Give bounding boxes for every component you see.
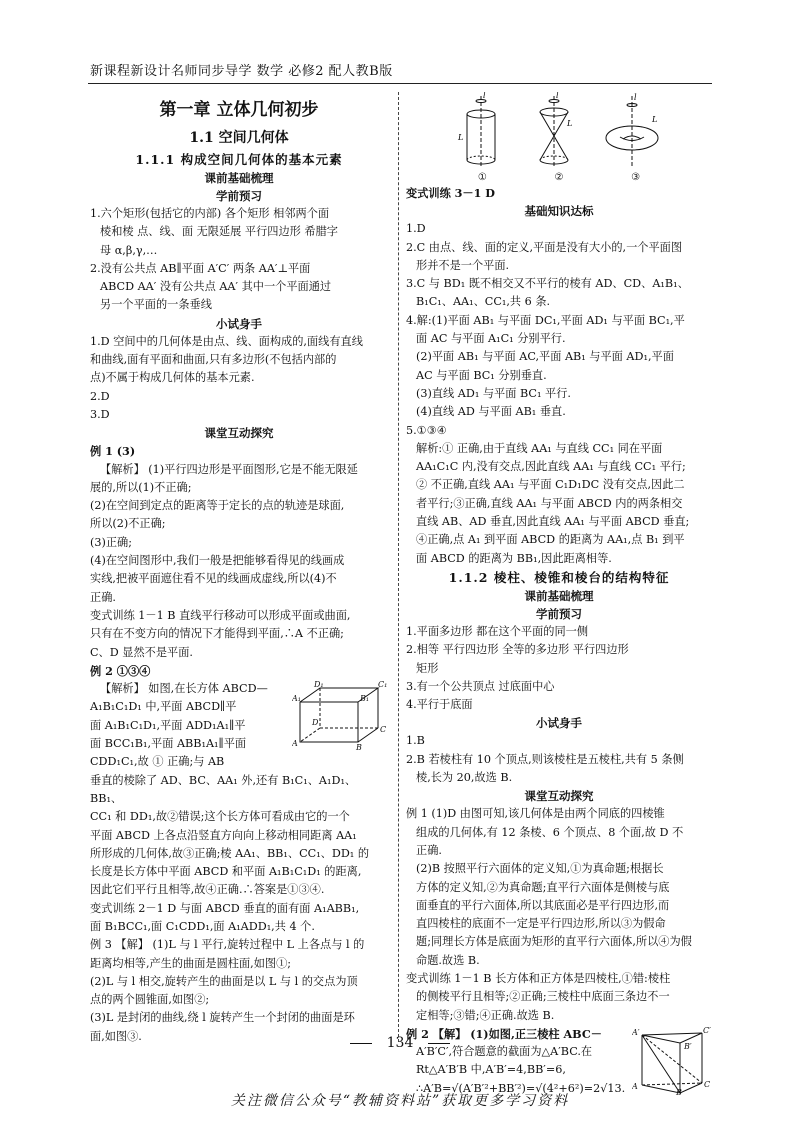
text-line: (3)L 是封闭的曲线,绕 l 旋转产生一个封闭的曲面是环: [90, 1011, 355, 1025]
text-line: 3.C 与 BD₁ 既不相交又不平行的棱有 AD、CD、A₁B₁、: [406, 277, 689, 291]
cuboid-front-face: [300, 702, 358, 742]
text-line: (4)在空间图形中,我们一般是把能够看得见的线画成: [90, 554, 345, 568]
text-line: 3.有一个公共顶点 过底面中心: [406, 679, 555, 693]
text-line: 只有在不变方向的情况下才能得到平面,∴A 不正确;: [90, 627, 344, 641]
text-line: Rt△A′B′B 中,A′B′=4,BB′=6,: [416, 1063, 566, 1077]
curve-label: L: [652, 115, 658, 124]
curve-label: L: [457, 133, 463, 142]
text-line: 正确.: [90, 590, 116, 604]
text-line: 距离均相等,产生的曲面是圆柱面,如图①;: [90, 956, 292, 970]
text-line: B₁C₁、AA₁、CC₁,共 6 条.: [416, 295, 551, 309]
text-line: CC₁ 和 DD₁,故②错误;这个长方体可看成由它的一个: [90, 810, 350, 824]
text-line: (2)平面 AB₁ 与平面 AC,平面 AB₁ 与平面 AD₁,平面: [416, 350, 674, 364]
text-line: 变式训练 2－1 D 与面 ABCD 垂直的面有面 A₁ABB₁,: [90, 901, 360, 915]
cuboid-hidden-edge: [300, 728, 320, 742]
rotation-figures: [444, 92, 674, 172]
prism-label: A′: [632, 1027, 640, 1037]
text-line: 变式训练 3－1 D: [406, 186, 495, 200]
text-line: 4.解:(1)平面 AB₁ 与平面 DC₁,平面 AD₁ 与平面 BC₁,平: [406, 313, 685, 327]
text-line: A′B′C′,符合题意的截面为△A′BC.在: [416, 1045, 593, 1059]
text-line: 1.平面多边形 都在这个平面的同一侧: [406, 624, 589, 638]
heading-quiz: 小试身手: [536, 716, 582, 731]
subsection-title-2: 1.1.2 棱柱、棱锥和棱台的结构特征: [448, 569, 670, 585]
text-line: 2.D: [90, 389, 110, 403]
text-line: 垂直的棱除了 AD、BC、AA₁ 外,还有 B₁C₁、A₁D₁、BB₁、: [90, 773, 357, 805]
column-separator: [398, 92, 399, 1042]
text-line: 棱和棱 点、线、面 无限延展 平行四边形 希腊字: [100, 225, 338, 239]
heading-quiz: 小试身手: [216, 316, 262, 331]
page-number-dash: [350, 1043, 372, 1044]
text-line: (2)L 与 l 相交,旋转产生的曲面是以 L 与 l 的交点为顶: [90, 974, 358, 988]
text-line: 面 BCC₁B₁,平面 ABB₁A₁∥平面: [90, 737, 247, 751]
text-line: 母 α,β,γ,…: [100, 243, 158, 257]
text-line: AC 与平面 BC₁ 分别垂直.: [416, 368, 547, 382]
prism-label: A: [632, 1081, 638, 1091]
heading-basic: 基础知识达标: [524, 204, 594, 219]
text-line: 矩形: [416, 661, 439, 675]
text-line: 和曲线,面有平面和曲面,只有多边形(不包括内部的: [90, 353, 337, 367]
prism-label: C: [704, 1079, 711, 1089]
page-number-block: [0, 1035, 800, 1051]
text-line: 1.B: [406, 734, 425, 748]
cuboid-label: A₁: [292, 694, 301, 704]
prism-label: B′: [684, 1041, 692, 1051]
cuboid-label: B₁: [360, 694, 370, 704]
text-line: 【解析】 (1)平行四边形是平面图形,它是不能无限延: [100, 462, 358, 476]
text-line: 方体的定义知,②为真命题;直平行六面体是侧棱与底: [416, 880, 670, 894]
text-line: 另一个平面的一条垂线: [100, 298, 212, 312]
text-line: 因此它们平行且相等,故④正确.∴答案是①③④.: [90, 883, 325, 897]
text-line: 面 AC 与平面 A₁C₁ 分别平行.: [416, 332, 566, 346]
text-line: 者平行;③正确,直线 AA₁ 与平面 ABCD 内的两条相交: [416, 496, 683, 510]
cylinder-figure: [456, 92, 506, 172]
text-line: 点的两个圆锥面,如图②;: [90, 993, 210, 1007]
text-line: 点)不属于构成几何体的基本元素.: [90, 371, 255, 385]
axis-label: l: [555, 92, 559, 100]
axis-label: l: [634, 93, 637, 102]
text-line: 2.C 由点、线、面的定义,平面是没有大小的,一个平面图: [406, 240, 683, 254]
text-line: 平面 ABCD 上各点沿竖直方向向上移动相同距离 AA₁: [90, 828, 357, 842]
text-line: (4)直线 AD 与平面 AB₁ 垂直.: [416, 405, 566, 419]
text-line: (2)在空间到定点的距离等于定长的点的轨迹是球面,: [90, 499, 345, 513]
axis-label: l: [482, 92, 486, 100]
text-line: 直四棱柱的底面不一定是平行四边形,所以③为假命: [416, 917, 666, 931]
text-line: 2.没有公共点 AB∥平面 A′C′ 两条 AA′⊥平面: [90, 261, 311, 275]
text-line: 面 B₁BCC₁,面 C₁CDD₁,面 A₁ADD₁,共 4 个.: [90, 919, 315, 933]
example-label: 例 2 【解】 (1)如图,正三棱柱 ABC－: [406, 1026, 602, 1041]
text-line: 变式训练 1－1 B 长方体和正方体是四棱柱,①错:棱柱: [406, 971, 671, 985]
heading-preview: 学前预习: [536, 606, 582, 621]
heading-review: 课前基础梳理: [524, 588, 594, 603]
text-line: 直线 AB、AD 垂直,因此直线 AA₁ 与平面 ABCD 垂直;: [416, 515, 690, 529]
text-line: ② 不正确,直线 AA₁ 与平面 C₁D₁DC 没有交点,因此二: [416, 478, 685, 492]
example-label: 例 2 ①③④: [90, 663, 151, 678]
header-rule: [88, 83, 712, 84]
figure-captions: [444, 172, 674, 184]
text-line: 展的,所以(1)不正确;: [90, 480, 192, 494]
text-line: 面 A₁B₁C₁D₁,平面 ADD₁A₁∥平: [90, 718, 246, 732]
text-line: 面 ABCD 的距离为 BB₁,因此距离相等.: [416, 551, 612, 565]
example-label: 例 1 (3): [90, 444, 136, 459]
cuboid-label: D₁: [314, 680, 324, 690]
cuboid-bottom-edge: [358, 728, 378, 742]
text-line: 组成的几何体,有 12 条棱、6 个顶点、8 个面,故 D 不: [416, 825, 684, 839]
cuboid-label: C: [380, 725, 387, 735]
text-line: 2.相等 平行四边形 全等的多边形 平行四边形: [406, 643, 629, 657]
cuboid-label: D: [312, 718, 319, 728]
cuboid-figure: [292, 680, 388, 750]
page-number-dash: [428, 1043, 450, 1044]
figure-caption: ③: [631, 172, 641, 183]
cuboid-label: B: [356, 743, 362, 751]
double-cone-figure: [529, 92, 579, 172]
text-line: 3.D: [90, 407, 110, 421]
text-line: 实线,把被平面遮住看不见的线画成虚线,所以(4)不: [90, 572, 337, 586]
text-line: 【解析】 如图,在长方体 ABCD—: [100, 682, 268, 696]
text-line: 变式训练 1－1 B 直线平行移动可以形成平面或曲面,: [90, 608, 351, 622]
text-line: 例 3 【解】 (1)L 与 l 平行,旋转过程中 L 上各点与 l 的: [90, 938, 365, 952]
text-line: AA₁C₁C 内,没有交点,因此直线 AA₁ 与直线 CC₁ 平行;: [416, 460, 686, 474]
text-line: C、D 显然不是平面.: [90, 645, 193, 659]
footer-note: 关注微信公众号“教辅资料站”获取更多学习资料: [230, 1093, 570, 1109]
text-line: 面垂直的平行六面体,所以其底面必是平行四边形,而: [416, 898, 670, 912]
text-line: 1.六个矩形(包括它的内部) 各个矩形 相邻两个面: [90, 207, 330, 220]
text-line: 题;同理长方体是底面为矩形的直平行六面体,所以④为假: [416, 935, 692, 949]
text-line: CDD₁C₁,故 ① 正确;与 AB: [90, 755, 225, 769]
running-header: 新课程新设计名师同步导学 数学 必修2 配人教B版: [90, 64, 393, 79]
prism-label: B: [676, 1087, 682, 1095]
text-line: 所以(2)不正确;: [90, 517, 166, 531]
heading-preview: 学前预习: [216, 189, 262, 203]
text-line: A₁B₁C₁D₁ 中,平面 ABCD∥平: [90, 700, 237, 714]
text-line: 例 1 (1)D 由图可知,该几何体是由两个同底的四棱锥: [406, 807, 665, 821]
figure-caption: ①: [477, 172, 487, 183]
chapter-title: 第一章 立体几何初步: [159, 100, 319, 120]
text-line: 面,如图③.: [90, 1029, 142, 1043]
text-line: 1.D 空间中的几何体是由点、线、面构成的,面线有直线: [90, 334, 363, 348]
heading-class: 课堂互动探究: [204, 426, 274, 441]
torus-figure: [602, 92, 662, 172]
text-line: 所形成的几何体,故③正确;棱 AA₁、BB₁、CC₁、DD₁ 的: [90, 846, 370, 860]
text-line: 解析:① 正确,由于直线 AA₁ 与直线 CC₁ 同在平面: [416, 441, 663, 455]
text-line: ④正确,点 A₁ 到平面 ABCD 的距离为 AA₁,点 B₁ 到平: [416, 533, 685, 547]
page-number: 134: [386, 1035, 414, 1051]
left-column: [90, 92, 388, 1046]
text-line: 正确.: [416, 843, 442, 857]
text-line: 定相等;③错;④正确.故选 B.: [416, 1008, 555, 1022]
right-column: [406, 92, 712, 1098]
text-line: 4.平行于底面: [406, 698, 473, 712]
text-line: (3)直线 AD₁ 与平面 BC₁ 平行.: [416, 386, 571, 400]
heading-review: 课前基础梳理: [204, 171, 274, 185]
text-line: 的侧棱平行且相等;②正确;三棱柱中底面三条边不一: [416, 990, 670, 1004]
text-line: 棱,长为 20,故选 B.: [416, 771, 513, 785]
cuboid-label: C₁: [378, 680, 388, 690]
heading-class: 课堂互动探究: [524, 789, 594, 804]
section-title: 1.1 空间几何体: [189, 130, 289, 146]
text-line: ∴A′B=√(A′B′²+BB′²)=√(4²+6²)=2√13.: [416, 1081, 626, 1095]
text-line: 1.D: [406, 222, 426, 236]
prism-label: C′: [703, 1026, 711, 1035]
subsection-title: 1.1.1 构成空间几何体的基本元素: [135, 152, 343, 167]
figure-caption: ②: [554, 172, 564, 183]
text-line: (3)正确;: [90, 535, 132, 549]
text-line: 长度是长方体中平面 ABCD 和平面 A₁B₁C₁D₁ 的距离,: [90, 865, 362, 879]
curve-label: L: [566, 119, 573, 128]
text-line: ABCD AA′ 没有公共点 AA′ 其中一个平面通过: [100, 280, 332, 294]
text-line: 2.B 若棱柱有 10 个顶点,则该棱柱是五棱柱,共有 5 条侧: [406, 752, 684, 766]
text-line: 形并不是一个平面.: [416, 258, 510, 272]
text-line: 命题.故选 B.: [416, 953, 480, 967]
cuboid-label: A: [292, 739, 298, 749]
text-line: 5.①③④: [406, 423, 447, 437]
text-line: (2)B 按照平行六面体的定义知,①为真命题;根据长: [416, 862, 664, 876]
